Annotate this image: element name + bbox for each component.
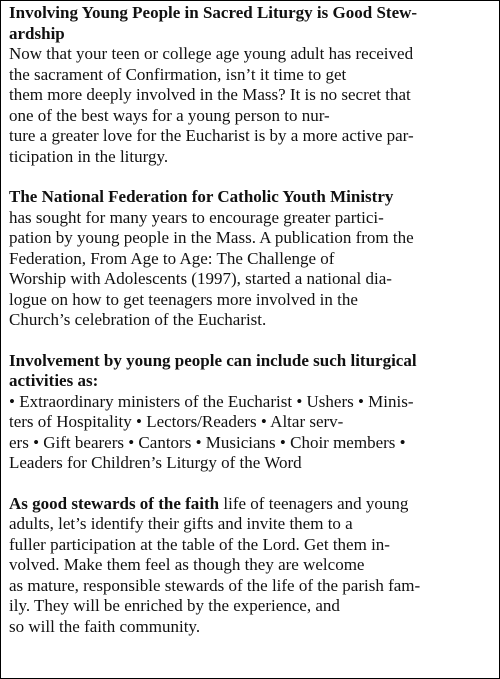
heading-line: Involving Young People in Sacred Liturgy is Good Stew- [9,3,418,22]
body-line: ticipation in the liturgy. [9,146,169,166]
body-line: logue on how to get teenagers more involved in the [9,289,358,309]
body-line: pation by young people in the Mass. A publication from the [9,228,414,247]
paragraph-national-federation [9,187,491,331]
body-line [9,494,491,515]
body-line: ily. They will be enriched by the experience, and [9,596,340,615]
body-line: them more deeply involved in the Mass? It is no secret that [9,85,411,104]
body-line: one of the best ways for a young person to nur- [9,105,330,125]
activity-list-line: Leaders for Children’s Liturgy of the Word [9,453,302,472]
heading-line: ardship [9,23,65,43]
paragraph-liturgy-stewardship [9,3,491,167]
body-line: volved. Make them feel as though they are welcome [9,555,365,574]
body-text: life of teenagers and young [219,493,409,513]
body-line: has sought for many years to encourage greater partici- [9,207,384,227]
lead-in-text: As good stewards of the faith [9,493,220,513]
activity-list-line: ers • Gift bearers • Cantors • Musicians • Choir members • [9,432,406,452]
paragraph-liturgical-activities [9,351,491,474]
body-line: fuller participation at the table of the Lord. Get them in- [9,534,390,554]
body-line: Federation, From Age to Age: The Challenge of [9,248,335,268]
heading-line: activities as: [9,371,99,390]
heading-line: The National Federation for Catholic Youth Ministry [9,187,394,206]
paragraph-good-stewards [9,494,491,638]
body-line: adults, let’s identify their gifts and invite them to a [9,514,353,533]
body-line: Worship with Adolescents (1997), started a national dia- [9,269,392,288]
heading-line: Involvement by young people can include such liturgical [9,350,417,370]
body-line: the sacrament of Confirmation, isn’t it time to get [9,64,347,84]
body-line: ture a greater love for the Eucharist is by a more active par- [9,126,414,145]
body-line: as mature, responsible stewards of the life of the parish fam- [9,575,421,595]
activity-list-line: • Extraordinary ministers of the Eucharist • Ushers • Minis- [9,391,414,411]
activity-list-line: ters of Hospitality • Lectors/Readers • Altar serv- [9,412,344,431]
body-line: so will the faith community. [9,616,201,636]
body-line: Church’s celebration of the Eucharist. [9,310,267,329]
body-line: Now that your teen or college age young adult has received [9,44,414,63]
